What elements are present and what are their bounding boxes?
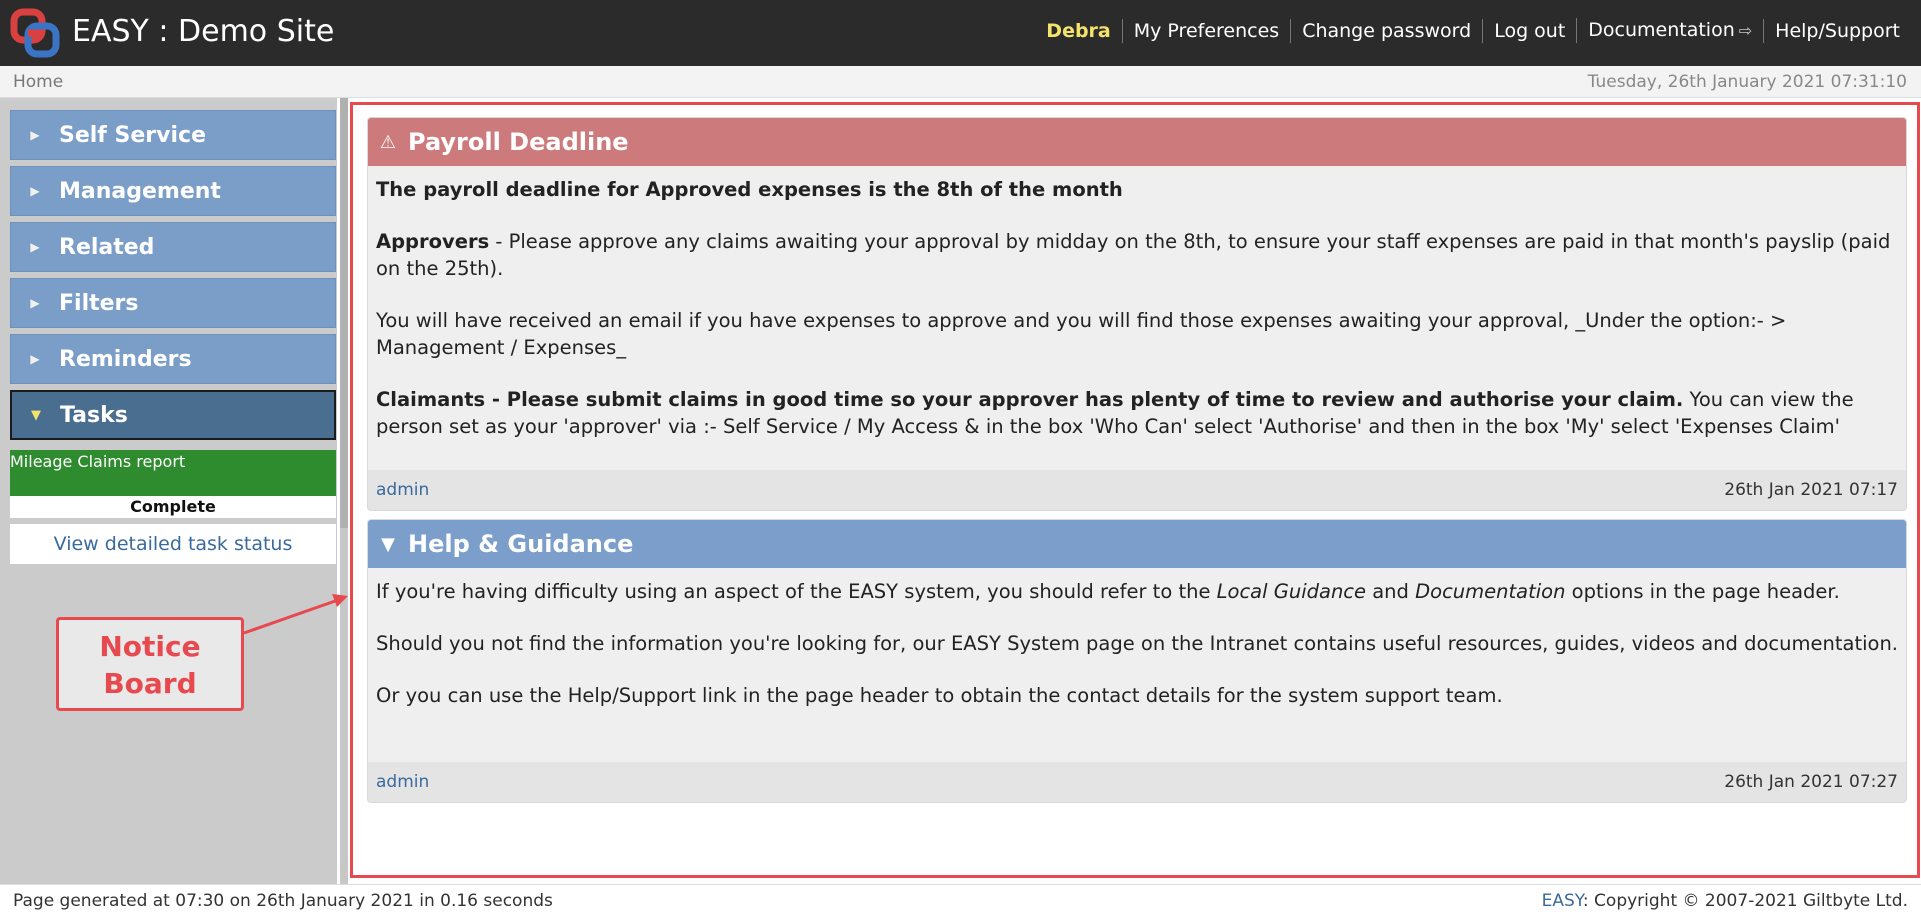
notice-payroll-deadline: [367, 117, 1907, 511]
notice-headline: The payroll deadline for Approved expenses is the 8th of the month: [376, 178, 1123, 201]
sidebar-scrollbar[interactable]: [340, 98, 348, 884]
page-generated-text: Page generated at 07:30 on 26th January 2021 in 0.16 seconds: [13, 891, 553, 911]
claimants-text: You can view the person set as your 'approver' via :- Self Service / My Access & in the box 'Who Can' select 'Authorise' and then in the box 'My' select 'Expenses Claim': [376, 388, 1854, 438]
sidebar-item-label: Related: [59, 234, 155, 260]
nav-documentation-label: Documentation: [1588, 19, 1735, 41]
notice-board: [350, 102, 1920, 878]
nav-documentation[interactable]: [1576, 18, 1763, 43]
nav-help-support[interactable]: Help/Support: [1763, 19, 1911, 43]
approvers-text: - Please approve any claims awaiting your approval by midday on the 8th, to ensure your staff expenses are paid in that month's payslip (paid on the 25th).: [376, 230, 1891, 280]
claimants-label: Claimants - Please submit claims in good time so your approver has plenty of time to review and authorise your claim.: [376, 388, 1684, 411]
email-text: You will have received an email if you have expenses to approve and you will find those expenses awaiting your approval, _Under the option:- > Management / Expenses_: [376, 309, 1787, 359]
sidebar-item-reminders[interactable]: [10, 334, 336, 384]
notice-title: Help & Guidance: [408, 530, 634, 558]
approvers-label: Approvers: [376, 230, 490, 253]
guidance-text: and: [1366, 580, 1416, 603]
sidebar-item-label: Filters: [59, 290, 139, 316]
easy-logo: [8, 6, 62, 60]
local-guidance-ref: Local Guidance: [1216, 580, 1367, 603]
sidebar-item-related[interactable]: [10, 222, 336, 272]
caret-right-icon: ▶: [30, 128, 40, 142]
view-task-status-link[interactable]: View detailed task status: [10, 524, 336, 564]
guidance-text: If you're having difficulty using an aspect of the EASY system, you should refer to the: [376, 580, 1217, 603]
breadcrumb-bar: [0, 66, 1921, 98]
nav-my-preferences[interactable]: My Preferences: [1122, 19, 1290, 43]
notice-timestamp: 26th Jan 2021 07:17: [1724, 480, 1898, 500]
caret-right-icon: ▶: [30, 352, 40, 366]
brand-link[interactable]: EASY: [1541, 891, 1583, 911]
top-nav: [1035, 18, 1911, 43]
warning-icon: ⚠: [379, 131, 397, 153]
app-header: [0, 0, 1921, 66]
caret-right-icon: ▶: [30, 184, 40, 198]
external-link-icon: ⇨: [1738, 21, 1753, 40]
task-status: Complete: [10, 496, 336, 518]
notice-author-link[interactable]: admin: [376, 772, 430, 792]
page-footer: [0, 884, 1921, 914]
caret-down-icon: ▼: [31, 407, 41, 423]
task-name: Mileage Claims report: [10, 452, 186, 471]
notice-timestamp: 26th Jan 2021 07:27: [1724, 772, 1898, 792]
site-title: EASY : Demo Site: [72, 14, 335, 49]
notice-header[interactable]: [368, 118, 1906, 166]
copyright-text: : Copyright © 2007-2021 Giltbyte Ltd.: [1582, 891, 1908, 911]
sidebar-item-label: Reminders: [59, 346, 192, 372]
sidebar-item-label: Tasks: [60, 402, 128, 428]
breadcrumb[interactable]: Home: [13, 72, 64, 92]
sidebar-item-management[interactable]: [10, 166, 336, 216]
callout-line: Board: [103, 667, 197, 700]
caret-right-icon: ▶: [30, 296, 40, 310]
notice-footer: [368, 470, 1906, 510]
sidebar-item-tasks[interactable]: [10, 390, 336, 440]
nav-user-name[interactable]: Debra: [1046, 19, 1111, 42]
notice-body: [368, 568, 1906, 709]
scrollbar-thumb[interactable]: [340, 98, 348, 528]
intranet-text: Should you not find the information you're looking for, our EASY System page on the Intranet contains useful resources, guides, videos and documentation.: [376, 632, 1898, 655]
current-datetime: Tuesday, 26th January 2021 07:31:10: [1587, 72, 1907, 92]
notice-title: Payroll Deadline: [408, 128, 629, 156]
callout-line: Notice: [99, 630, 201, 663]
support-text: Or you can use the Help/Support link in the page header to obtain the contact details for the system support team.: [376, 684, 1503, 707]
guidance-text: options in the page header.: [1565, 580, 1840, 603]
nav-log-out[interactable]: Log out: [1482, 19, 1576, 43]
sidebar-item-label: Management: [59, 178, 221, 204]
sidebar-item-filters[interactable]: [10, 278, 336, 328]
nav-change-password[interactable]: Change password: [1290, 19, 1482, 43]
sidebar-item-label: Self Service: [59, 122, 206, 148]
sidebar-item-self-service[interactable]: [10, 110, 336, 160]
notice-author-link[interactable]: admin: [376, 480, 430, 500]
task-progress: [10, 450, 336, 494]
notice-board-callout: [56, 617, 244, 711]
notice-header[interactable]: [368, 520, 1906, 568]
notice-help-guidance: [367, 519, 1907, 803]
notice-footer: [368, 762, 1906, 802]
documentation-ref: Documentation: [1415, 580, 1566, 603]
copyright: [1542, 891, 1908, 911]
caret-right-icon: ▶: [30, 240, 40, 254]
caret-down-icon: ▼: [381, 533, 395, 555]
notice-body: [368, 166, 1906, 440]
